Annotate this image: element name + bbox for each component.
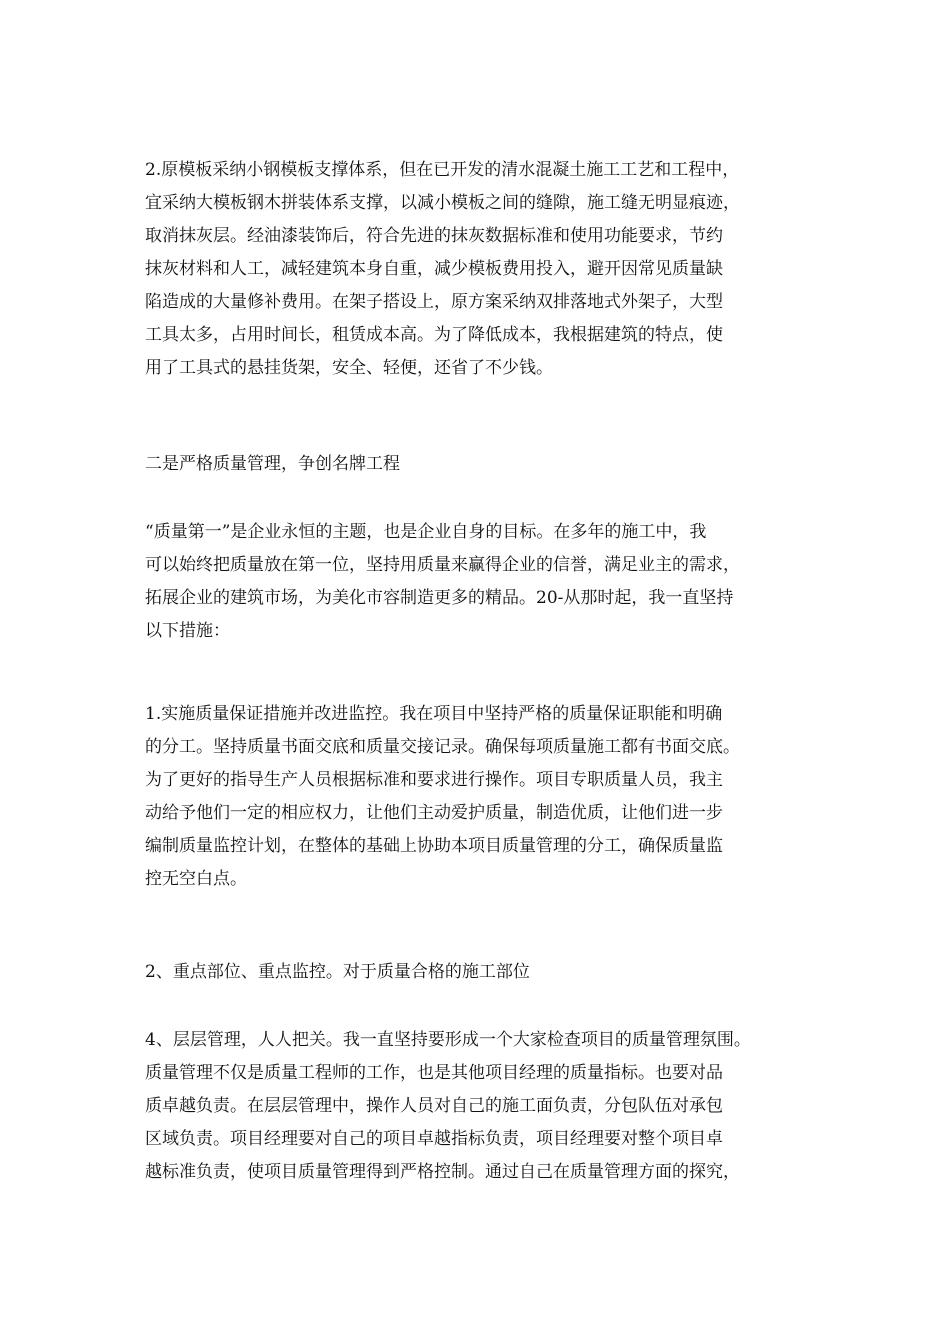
text-line: 1.实施质量保证措施并改进监控。我在项目中坚持严格的质量保证职能和明确: [145, 704, 723, 724]
section-heading: [145, 448, 825, 481]
paragraph-formwork: [145, 154, 825, 385]
text-line: 编制质量监控计划，在整体的基础上协助本项目质量管理的分工，确保质量监: [145, 836, 723, 856]
text-line: 质量管理不仅是质量工程师的工作，也是其他项目经理的质量指标。也要对品: [145, 1063, 723, 1083]
text-line: 为了更好的指导生产人员根据标准和要求进行操作。项目专职质量人员，我主: [145, 770, 723, 790]
text-line: 拓展企业的建筑市场，为美化市容制造更多的精品。20-从那时起，我一直坚持: [145, 588, 734, 608]
text-line: 的分工。坚持质量书面交底和质量交接记录。确保每项质量施工都有书面交底。: [145, 737, 740, 757]
text-line: 抹灰材料和人工，减轻建筑本身自重，减少模板费用投入，避开因常见质量缺: [145, 259, 723, 279]
text-line: 4、层层管理，人人把关。我一直坚持要形成一个大家检查项目的质量管理氛围。: [145, 1030, 751, 1050]
text-line: 越标准负责，使项目质量管理得到严格控制。通过自己在质量管理方面的探究，: [145, 1162, 740, 1182]
text-line: 质卓越负责。在层层管理中，操作人员对自己的施工面负责，分包队伍对承包: [145, 1096, 723, 1116]
paragraph-measure-2: [145, 956, 825, 989]
text-line: 工具太多，占用时间长，租赁成本高。为了降低成本，我根据建筑的特点，使: [145, 325, 723, 345]
text-line: 可以始终把质量放在第一位，坚持用质量来赢得企业的信誉，满足业主的需求，: [145, 555, 740, 575]
text-line: 动给予他们一定的相应权力，让他们主动爱护质量，制造优质，让他们进一步: [145, 803, 723, 823]
paragraph-quality-first: [145, 516, 825, 648]
text-line: “质量第一”是企业永恒的主题，也是企业自身的目标。在多年的施工中，我: [145, 522, 707, 542]
text-line: 宜采纳大模板钢木拼装体系支撑，以减小模板之间的缝隙，施工缝无明显痕迹，: [145, 193, 740, 213]
paragraph-measure-4: [145, 1024, 825, 1189]
text-line: 取消抹灰层。经油漆装饰后，符合先进的抹灰数据标准和使用功能要求，节约: [145, 226, 723, 246]
text-line: 陷造成的大量修补费用。在架子搭设上，原方案采纳双排落地式外架子，大型: [145, 292, 723, 312]
text-line: 2.原模板采纳小钢模板支撑体系，但在已开发的清水混凝土施工工艺和工程中，: [145, 160, 740, 180]
text-line: 用了工具式的悬挂货架，安全、轻便，还省了不少钱。: [145, 358, 553, 378]
text-line: 以下措施：: [145, 621, 230, 641]
paragraph-measure-1: [145, 698, 825, 896]
text-line: 控无空白点。: [145, 869, 247, 889]
text-line: 2、重点部位、重点监控。对于质量合格的施工部位: [145, 962, 530, 982]
text-line: 区域负责。项目经理要对自己的项目卓越指标负责，项目经理要对整个项目卓: [145, 1129, 723, 1149]
text-line: 二是严格质量管理，争创名牌工程: [145, 454, 400, 474]
